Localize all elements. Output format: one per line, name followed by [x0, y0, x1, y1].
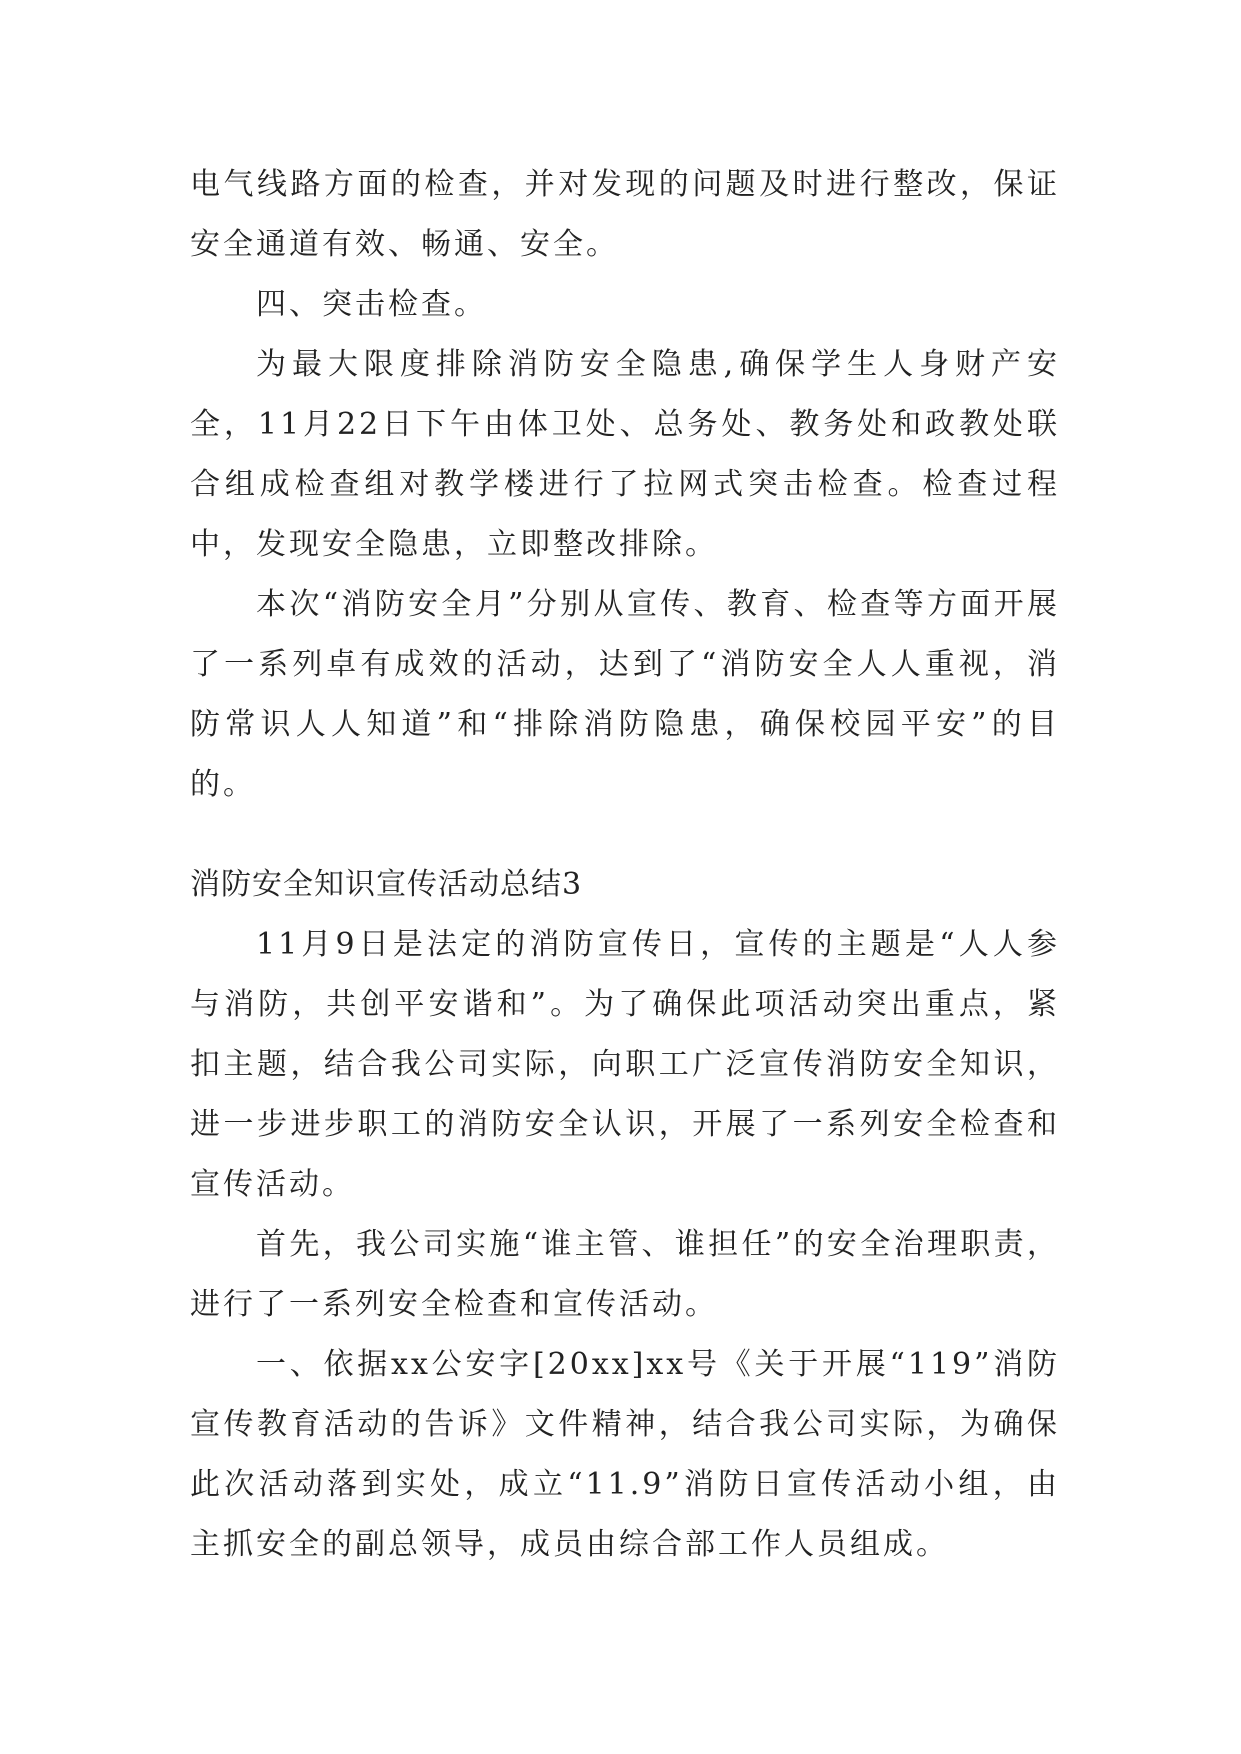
section-heading: 消防安全知识宣传活动总结3	[190, 867, 583, 902]
paragraph-activity-summary: 本次“消防安全月”分别从宣传、教育、检查等方面开展了一系列卓有成效的活动，达到了“消防安全人人重视，消防常识人人知道”和“排除消防隐患，确保校园平安”的目的。	[190, 587, 1060, 802]
document-page	[190, 0, 1060, 1754]
paragraph-item-one: 一、依据xx公安字[20xx]xx号《关于开展“119”消防宣传教育活动的告诉》文件精神，结合我公司实际，为确保此次活动落到实处，成立“11.9”消防日宣传活动小组，由主抓安全的副总领导，成员由综合部工作人员组成。	[190, 1347, 1060, 1562]
paragraph-fire-day-intro: 11月9日是法定的消防宣传日，宣传的主题是“人人参与消防，共创平安谐和”。为了确保此项活动突出重点，紧扣主题，结合我公司实际，向职工广泛宣传消防安全知识，进一步进步职工的消防安全认识，开展了一系列安全检查和宣传活动。	[190, 927, 1060, 1202]
paragraph-responsibility: 首先，我公司实施“谁主管、谁担任”的安全治理职责，进行了一系列安全检查和宣传活动。	[190, 1227, 1060, 1322]
paragraph-section-four-title: 四、突击检查。	[256, 287, 487, 322]
paragraph-electrical-inspection: 电气线路方面的检查，并对发现的问题及时进行整改，保证安全通道有效、畅通、安全。	[190, 167, 1060, 262]
paragraph-surprise-inspection: 为最大限度排除消防安全隐患,确保学生人身财产安全，11月22日下午由体卫处、总务处、教务处和政教处联合组成检查组对教学楼进行了拉网式突击检查。检查过程中，发现安全隐患，立即整改排除。	[190, 347, 1060, 562]
